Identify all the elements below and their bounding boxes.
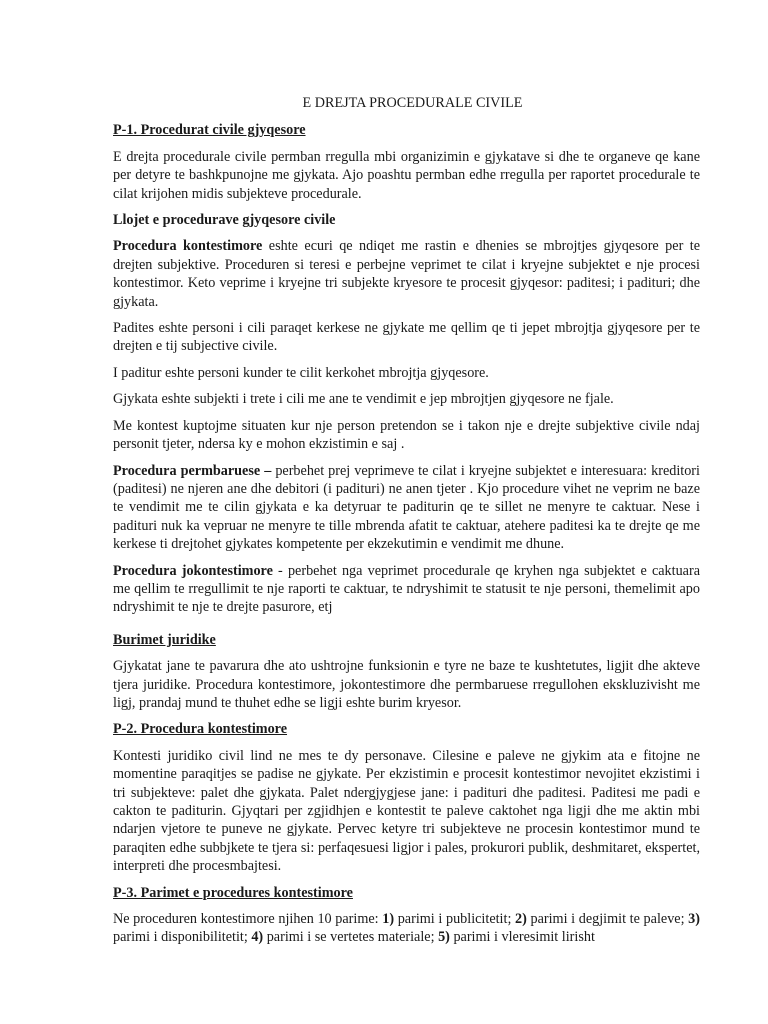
p3-text-c: parimi i degjimit te paleve; bbox=[526, 911, 689, 928]
paragraph-p3 bbox=[113, 910, 700, 947]
paragraph-procedura-permbaruese bbox=[113, 462, 700, 554]
paragraph-procedura-kontestimore bbox=[113, 237, 700, 311]
term-procedura-jokontestimore: Procedura jokontestimore bbox=[113, 562, 273, 579]
paragraph-p2: Kontesti juridiko civil lind ne mes te dy personave. Cilesine e paleve ne gjykim ata e fitojne ne momentine paraqitjes se padise ne gjykate. Per ekzistimin e procesit kontestimor nevojitet ekzistimi i tri subjekteve: palet dhe gjykata. Palet ndergjygjese jane: i padituri dhe paditesi. Paditesi me padi e cakton te paditurin. Gjyqtari per zgjidhjen e kontestit te paleve caktohet nga ligji dhe me aktin mbi ndarjen vjetore te puneve ne gjykate. Pervec ketyre tri subjekteve ne procesin kontestimor mund te paraqiten edhe subbjkete te tjera si: perfaqesuesi ligjor i pales, prokurori publik, deshmitaret, ekspertet, interpreti dhe procesmbajtesi. bbox=[113, 747, 700, 875]
p3-text-f: parimi i vleresimit lirisht bbox=[449, 929, 595, 946]
p3-number-4: 4) bbox=[251, 929, 264, 946]
p3-number-2: 2) bbox=[515, 911, 527, 928]
section-heading-burimet: Burimet juridike bbox=[113, 631, 216, 648]
section-heading-p3: P-3. Parimet e procedures kontestimore bbox=[113, 884, 353, 901]
paragraph-padituri: I paditur eshte personi kunder te cilit kerkohet mbrojtja gjyqesore. bbox=[113, 364, 489, 381]
p3-number-5: 5) bbox=[438, 929, 450, 946]
p3-text-d: parimi i disponibilitetit; bbox=[113, 929, 252, 946]
p3-text-e: parimi i se vertetes materiale; bbox=[263, 929, 439, 946]
paragraph-gjykata: Gjykata eshte subjekti i trete i cili me ane te vendimit e jep mbrojtjen gjyqesore ne fjale. bbox=[113, 391, 614, 408]
text-procedura-kontestimore: eshte ecuri qe ndiqet me rastin e dhenies se mbrojtjes gjyqesore per te drejten subjektive. Proceduren si teresi e perbejne veprimet te cilat i kryejne subjektet e nje procesi kontestimor. Keto veprime i kryejne tri subjekte kryesore te procesit gjyqesor: paditesi; i padituri; dhe gjykata. bbox=[113, 238, 700, 310]
paragraph-kontest: Me kontest kuptojme situaten kur nje person pretendon se i takon nje e drejte subjektive civile ndaj personit tjeter, ndersa ky e mohon ekzistimin e saj . bbox=[113, 417, 700, 453]
p3-number-1: 1) bbox=[382, 911, 395, 928]
paragraph-paditesi: Padites eshte personi i cili paraqet kerkese ne gjykate me qellim qe ti jepet mbrojtja gjyqesore per te drejten e tij subjective civile. bbox=[113, 320, 700, 355]
p3-number-3: 3) bbox=[688, 911, 700, 928]
section-heading-p2: P-2. Procedura kontestimore bbox=[113, 721, 288, 738]
section-heading-p1: P-1. Procedurat civile gjyqesore bbox=[113, 122, 306, 139]
term-procedura-kontestimore: Procedura kontestimore bbox=[113, 238, 263, 255]
section-heading-llojet: Llojet e procedurave gjyqesore civile bbox=[113, 212, 336, 229]
document-title: E DREJTA PROCEDURALE CIVILE bbox=[302, 95, 523, 111]
text-procedura-jokontestimore: - perbehet nga veprimet procedurale qe kryhen nga subjektet e caktuara me qellim te rregullimit te nje raporti te caktuar, te ndryshimit te statusit te nje personi, themelimit apo ndryshimit te nje te drejte pasurore, etj bbox=[113, 562, 700, 616]
p3-text-a: Ne proceduren kontestimore njihen 10 parime: bbox=[113, 911, 383, 928]
paragraph-burimet: Gjykatat jane te pavarura dhe ato ushtrojne funksionin e tyre ne baze te kushtetutes, ligjit dhe akteve tjera juridike. Procedura kontestimore, jokontestimore dhe permbaruese rregullohen ekskluzivisht me ligj, prandaj mund te thuhet edhe se ligji eshte burim kryesor. bbox=[113, 658, 700, 711]
p3-text-b: parimi i publicitetit; bbox=[394, 911, 516, 928]
paragraph-intro: E drejta procedurale civile permban rregulla mbi organizimin e gjykatave si dhe te organeve qe kane per detyre te bashkpunojne me gjykata. Ajo poashtu permban edhe rregulla per raportet procedurale te cilat krijohen midis subjekteve procedurale. bbox=[113, 148, 700, 202]
paragraph-procedura-jokontestimore bbox=[113, 562, 700, 617]
document-page bbox=[113, 94, 700, 955]
term-procedura-permbaruese: Procedura permbaruese – bbox=[113, 462, 272, 479]
text-procedura-permbaruese: perbehet prej veprimeve te cilat i kryejne subjektet e interesuara: kreditori (paditesi) ne njeren ane dhe debitori (i padituri) ne anen tjeter . Kjo procedure vihet ne veprim ne baze te vendimit me te cilin gjykata e ka detyruar te paditurin qe te sillet ne menyre te caktuar. Nese i padituri nuk ka vepruar ne menyre te tille mbrenda afatit te caktuar, atehere paditesi ka te drejte qe me kerkese ti drejtohet gjykates kompetente per ekzekutimin e vendimit me dhune. bbox=[113, 462, 700, 553]
